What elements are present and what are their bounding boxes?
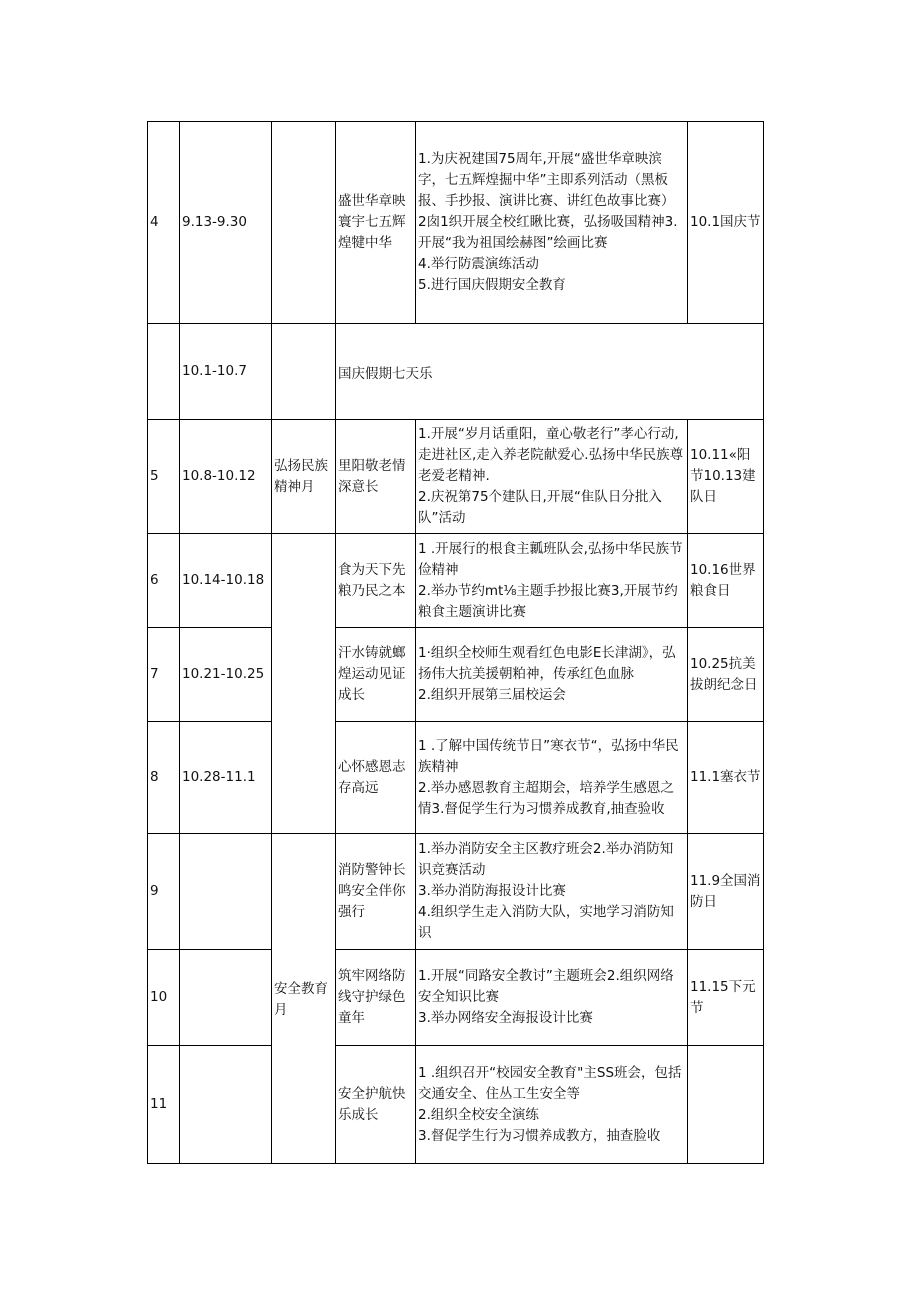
activity-list bbox=[416, 628, 688, 722]
date-range bbox=[180, 834, 272, 950]
activity-list bbox=[416, 420, 688, 534]
activity-item: 1.举办消防安全主区教疗班会2.举办消防知识竞赛活动 bbox=[418, 841, 674, 878]
festival: 11.15下元节 bbox=[688, 950, 764, 1046]
month-theme bbox=[272, 324, 336, 420]
festival: 10.11«阳节10.13建队日 bbox=[688, 420, 764, 534]
table-row bbox=[148, 420, 764, 534]
date-range: 10.14-10.18 bbox=[180, 534, 272, 628]
activity-item: 5.进行国庆假期安全教育 bbox=[418, 277, 566, 293]
date-range: 10.28-11.1 bbox=[180, 722, 272, 834]
activity-theme: 安全护航快乐成长 bbox=[336, 1046, 416, 1164]
date-range: 10.21-10.25 bbox=[180, 628, 272, 722]
activity-item: 3.举办消防海报设计比赛 bbox=[418, 883, 566, 899]
activity-item: 4.举行防震演练活动 bbox=[418, 256, 539, 272]
table-row bbox=[148, 324, 764, 420]
row-number: 4 bbox=[148, 122, 180, 324]
activity-item: 2.举办节约mt⅛主题手抄报比赛3,开展节约粮食主题演讲比赛 bbox=[418, 582, 678, 620]
date-range: 9.13-9.30 bbox=[180, 122, 272, 324]
activity-list bbox=[416, 534, 688, 628]
activity-list bbox=[416, 122, 688, 324]
month-theme bbox=[272, 534, 336, 834]
date-range bbox=[180, 1046, 272, 1164]
activity-item: 2.举办感恩教育主超期会，培养学生感恩之情3.督促学生行为习惯养成教育,抽查验收 bbox=[418, 779, 674, 817]
date-range: 10.8-10.12 bbox=[180, 420, 272, 534]
row-number: 10 bbox=[148, 950, 180, 1046]
row-number: 9 bbox=[148, 834, 180, 950]
row-number: 8 bbox=[148, 722, 180, 834]
holiday-note: 国庆假期七天乐 bbox=[336, 324, 764, 420]
activity-theme: 筑牢网络防线守护绿色童年 bbox=[336, 950, 416, 1046]
table-row bbox=[148, 722, 764, 834]
activity-item: 1.为庆祝建国75周年,开展“盛世华章映滨字，七五辉煌掘中华”主即系列活动（黑板报、手抄报、演讲比赛、讲红色故事比赛） bbox=[418, 151, 675, 209]
activity-theme: 消防警钟长鸣安全伴你强行 bbox=[336, 834, 416, 950]
row-number: 7 bbox=[148, 628, 180, 722]
month-theme: 安全教育月 bbox=[272, 834, 336, 1164]
activity-item: 2囱1织开展全校红瞅比赛，弘扬吸国精神3.开展“我为祖国绘赫图”绘画比赛 bbox=[418, 214, 678, 251]
activity-theme: 盛世华章映寰宇七五辉煌犍中华 bbox=[336, 122, 416, 324]
activity-theme: 心怀感恩志存高远 bbox=[336, 722, 416, 834]
activity-item: 2.组织全校安全演练 bbox=[418, 1106, 539, 1123]
activity-item: 2.组织开展第三届校运会 bbox=[418, 687, 566, 703]
activity-theme: 汗水铸就螂煌运动见证成长 bbox=[336, 628, 416, 722]
festival: 11.9全国消防日 bbox=[688, 834, 764, 950]
festival: 10.1国庆节 bbox=[688, 122, 764, 324]
activity-item: 1 .开展行的根食主瓤班队会,弘扬中华民族节俭精神 bbox=[418, 540, 683, 578]
festival: 10.16世界粮食日 bbox=[688, 534, 764, 628]
row-number: 5 bbox=[148, 420, 180, 534]
activity-item: 1.开展“岁月话重阳，童心敬老行”孝心行动,走进社区,走入养老院献爱心.弘扬中华民族尊老爱老精神. bbox=[418, 426, 684, 484]
row-number: 6 bbox=[148, 534, 180, 628]
row-number: 11 bbox=[148, 1046, 180, 1164]
activity-item: 3.督促学生行为习惯养成教方，抽查脸收 bbox=[418, 1127, 661, 1144]
table-row bbox=[148, 950, 764, 1046]
table-row bbox=[148, 628, 764, 722]
activity-item: 1 .了解中国传统节日”寒衣节“，弘扬中华民族精神 bbox=[418, 737, 679, 775]
schedule-table bbox=[147, 121, 764, 1164]
row-number bbox=[148, 324, 180, 420]
activity-item: 3.举办网络安全海报设计比赛 bbox=[418, 1010, 593, 1026]
activity-list bbox=[416, 834, 688, 950]
month-theme bbox=[272, 122, 336, 324]
festival: 11.1塞衣节 bbox=[688, 722, 764, 834]
activity-list bbox=[416, 722, 688, 834]
activity-item: 4.组织学生走入消防大队，实地学习消防知识 bbox=[418, 904, 674, 941]
table-row bbox=[148, 534, 764, 628]
festival: 10.25抗美拔朗纪念日 bbox=[688, 628, 764, 722]
activity-item: 2.庆祝第75个建队日,开展“隹队日分批入队”活动 bbox=[418, 489, 662, 526]
activity-theme: 食为天下先粮乃民之本 bbox=[336, 534, 416, 628]
activity-item: 1.开展“同路安全教讨”主题班会2.组织网络安全知识比赛 bbox=[418, 968, 674, 1005]
festival bbox=[688, 1046, 764, 1164]
date-range bbox=[180, 950, 272, 1046]
activity-item: 1 .组织召开“校园安全教育"主SS班会，包括交通安全、住丛工生安全等 bbox=[418, 1064, 682, 1102]
table-row bbox=[148, 834, 764, 950]
table-row bbox=[148, 122, 764, 324]
activity-list bbox=[416, 1046, 688, 1164]
activity-item: 1·组织全校师生观看红色电影E长津湖》，弘扬伟大抗美援朝粕神，传承红色血脉 bbox=[418, 645, 676, 682]
table-row bbox=[148, 1046, 764, 1164]
activity-theme: 里阳敬老情深意长 bbox=[336, 420, 416, 534]
month-theme: 弘扬民族精神月 bbox=[272, 420, 336, 534]
date-range: 10.1-10.7 bbox=[180, 324, 272, 420]
activity-list bbox=[416, 950, 688, 1046]
